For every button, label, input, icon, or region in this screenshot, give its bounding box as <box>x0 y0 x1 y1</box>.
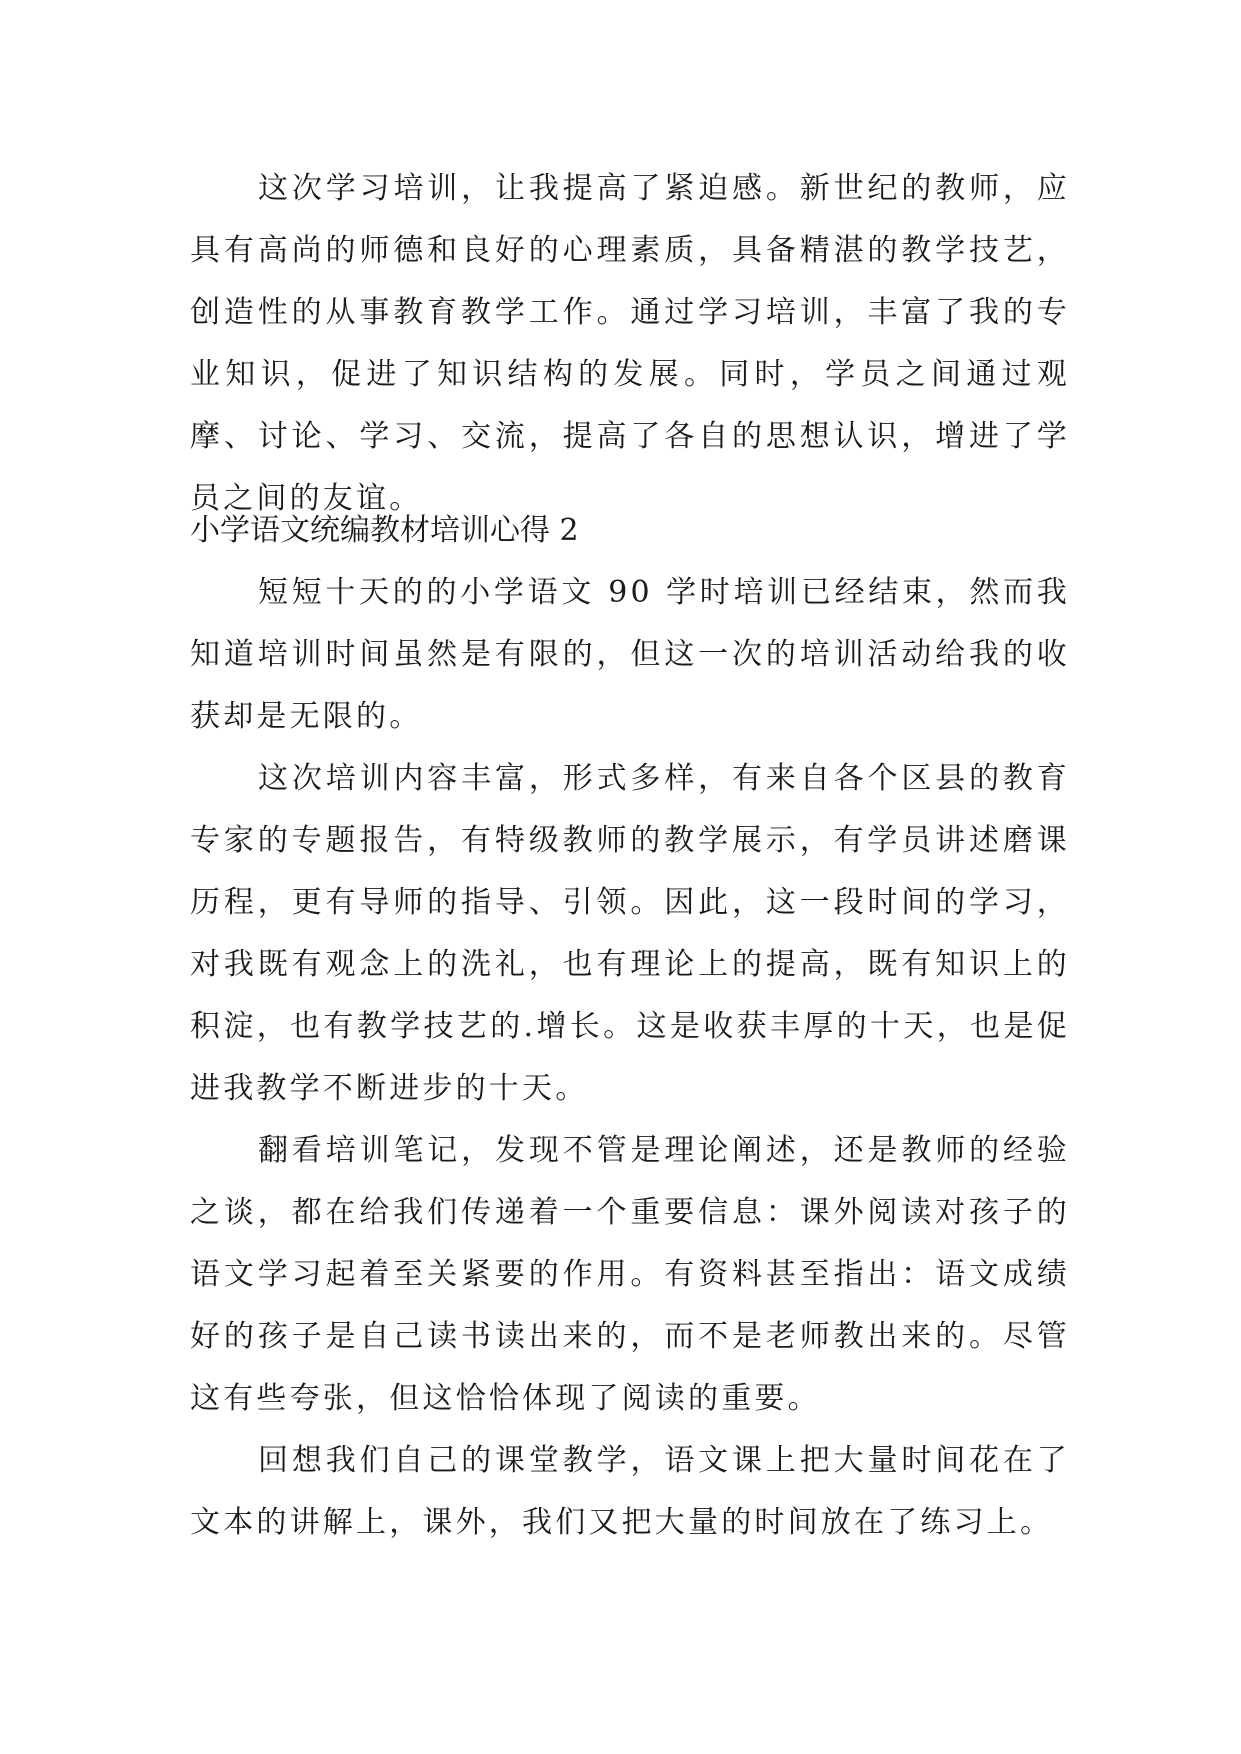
paragraph-3-block <box>190 748 1070 1120</box>
paragraph-2-block <box>190 562 1070 748</box>
paragraph-5: 回想我们自己的课堂教学，语文课上把大量时间花在了文本的讲解上，课外，我们又把大量的时间放在了练习上。 <box>190 1443 1070 1540</box>
paragraph-4: 翻看培训笔记，发现不管是理论阐述，还是教师的经验之谈，都在给我们传递着一个重要信息：课外阅读对孩子的语文学习起着至关紧要的作用。有资料甚至指出：语文成绩好的孩子是自己读书读出来的，而不是老师教出来的。尽管这有些夸张，但这恰恰体现了阅读的重要。 <box>190 1133 1070 1416</box>
section-title-block <box>190 500 1070 562</box>
paragraph-3: 这次培训内容丰富，形式多样，有来自各个区县的教育专家的专题报告，有特级教师的教学展示，有学员讲述磨课历程，更有导师的指导、引领。因此，这一段时间的学习，对我既有观念上的洗礼，也有理论上的提高，既有知识上的积淀，也有教学技艺的.增长。这是收获丰厚的十天，也是促进我教学不断进步的十天。 <box>190 761 1070 1106</box>
paragraph-5-block <box>190 1430 1070 1554</box>
paragraph-1: 这次学习培训，让我提高了紧迫感。新世纪的教师，应具有高尚的师德和良好的心理素质，具备精湛的教学技艺，创造性的从事教育教学工作。通过学习培训，丰富了我的专业知识，促进了知识结构的发展。同时，学员之间通过观摩、讨论、学习、交流，提高了各自的思想认识，增进了学员之间的友谊。 <box>190 171 1070 516</box>
section-title: 小学语文统编教材培训心得 2 <box>190 513 579 548</box>
paragraph-4-block <box>190 1120 1070 1430</box>
paragraph-2: 短短十天的的小学语文 90 学时培训已经结束，然而我知道培训时间虽然是有限的，但这一次的培训活动给我的收获却是无限的。 <box>190 575 1070 734</box>
paragraph-1-block <box>190 158 1070 530</box>
